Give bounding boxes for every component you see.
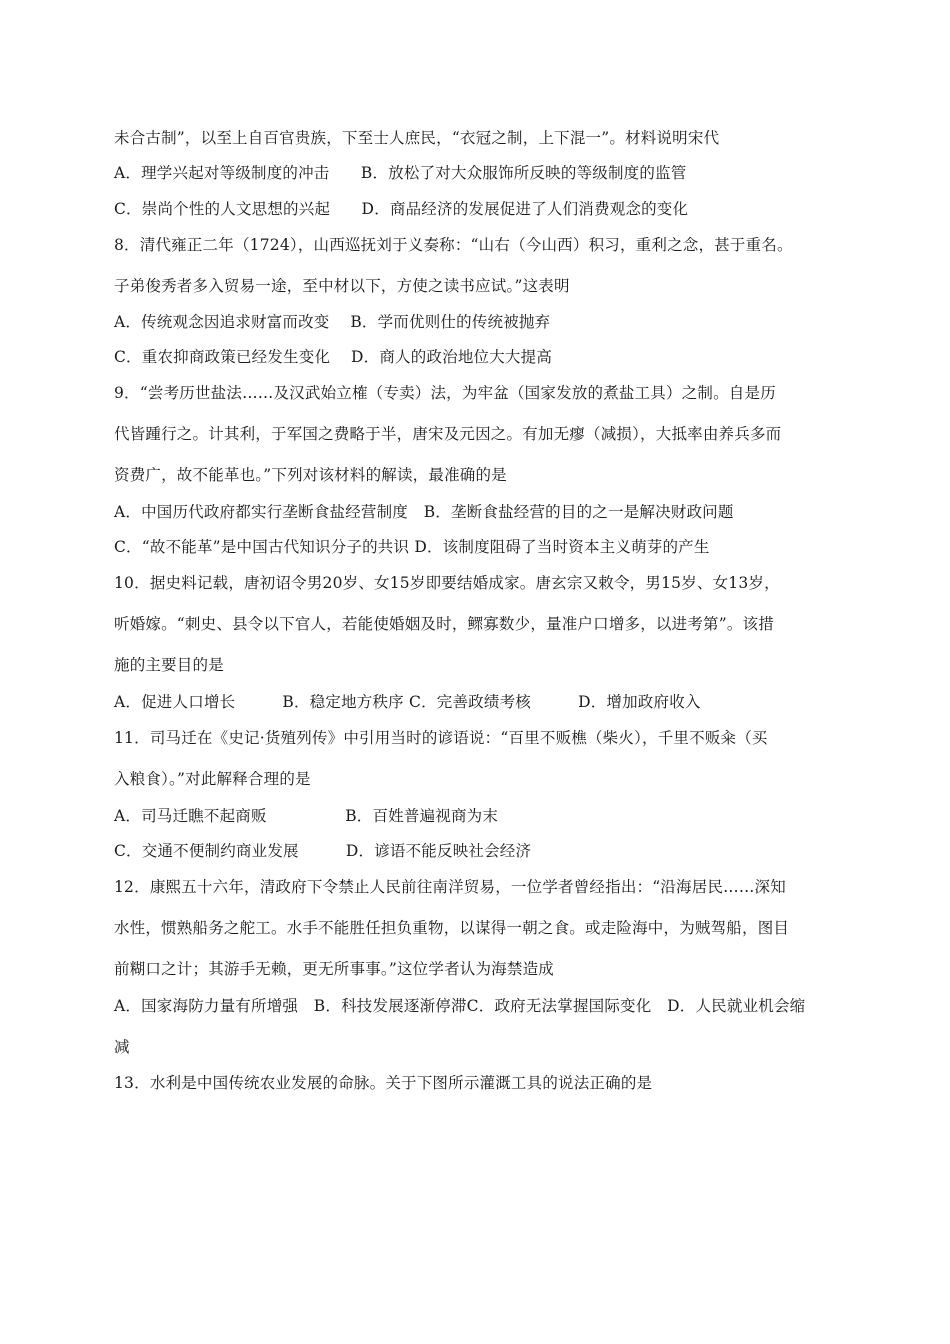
q9-options-cd: C．“故不能革”是中国古代知识分子的共识 D．该制度阻碍了当时资本主义萌芽的产生 [114,538,710,556]
q11-stem-line-2: 入粮食）。”对此解释合理的是 [114,770,311,788]
q12-options: A．国家海防力量有所增强 B．科技发展逐渐停滞C．政府无法掌握国际变化 D．人民就业机会缩 [114,997,806,1015]
q11-options-cd: C．交通不便制约商业发展 D．谚语不能反映社会经济 [114,842,532,860]
q8-stem-line-2: 子弟俊秀者多入贸易一途，至中材以下，方使之读书应试。”这表明 [114,277,570,295]
q8-options-ab: A．传统观念因追求财富而改变 B．学而优则仕的传统被抛弃 [114,313,551,331]
q7-stem-tail: 未合古制”，以至上自百官贵族，下至士人庶民，“衣冠之制，上下混一”。材料说明宋代 [114,129,720,147]
q11-options-ab: A．司马迁瞧不起商贩 B．百姓普遍视商为末 [114,807,499,825]
q12-stem-line-1: 12．康熙五十六年，清政府下令禁止人民前往南洋贸易，一位学者曾经指出：“沿海居民……深知 [114,878,786,896]
q9-options-ab: A．中国历代政府都实行垄断食盐经营制度 B．垄断食盐经营的目的之一是解决财政问题 [114,503,734,521]
q12-stem-line-2: 水性，惯熟船务之舵工。水手不能胜任担负重物，以谋得一朝之食。或走险海中，为贼驾船，图目 [114,919,790,937]
q12-stem-line-3: 前糊口之计；其游手无赖，更无所事事。”这位学者认为海禁造成 [114,960,554,978]
q9-stem-line-1: 9．“尝考历世盐法……及汉武始立榷（专卖）法，为牢盆（国家发放的煮盐工具）之制。自是历 [114,384,776,402]
q10-stem-line-2: 听婚嫁。“刺史、县令以下官人，若能使婚姻及时，鳏寡数少，量准户口增多，以进考第”。该措 [114,615,774,633]
q10-options: A．促进人口增长 B．稳定地方秩序 C．完善政绩考核 D．增加政府收入 [114,693,701,711]
q10-stem-line-3: 施的主要目的是 [114,656,224,674]
q8-options-cd: C．重农抑商政策已经发生变化 D．商人的政治地位大大提高 [114,348,553,366]
q8-stem-line-1: 8．清代雍正二年（1724），山西巡抚刘于义奏称：“山右（今山西）积习，重利之念，甚于重名。 [114,236,793,254]
q9-stem-line-3: 资费广，故不能革也。”下列对该材料的解读，最准确的是 [114,466,507,484]
q7-options-cd: C．崇尚个性的人文思想的兴起 D．商品经济的发展促进了人们消费观念的变化 [114,200,689,218]
q13-stem: 13．水利是中国传统农业发展的命脉。关于下图所示灌溉工具的说法正确的是 [114,1074,653,1092]
q9-stem-line-2: 代皆踵行之。计其利，于军国之费略于半，唐宋及元因之。有加无瘳（减损），大抵率由养兵多而 [114,425,782,443]
q12-options-wrap: 减 [114,1038,130,1056]
q10-stem-line-1: 10．据史料记载，唐初诏令男20岁、女15岁即要结婚成家。唐玄宗又敕令，男15岁、女13岁， [114,574,780,592]
q7-options-ab: A．理学兴起对等级制度的冲击 B．放松了对大众服饰所反映的等级制度的监管 [114,164,687,182]
q11-stem-line-1: 11．司马迁在《史记·货殖列传》中引用当时的谚语说：“百里不贩樵（柴火），千里不贩籴（买 [114,729,768,747]
